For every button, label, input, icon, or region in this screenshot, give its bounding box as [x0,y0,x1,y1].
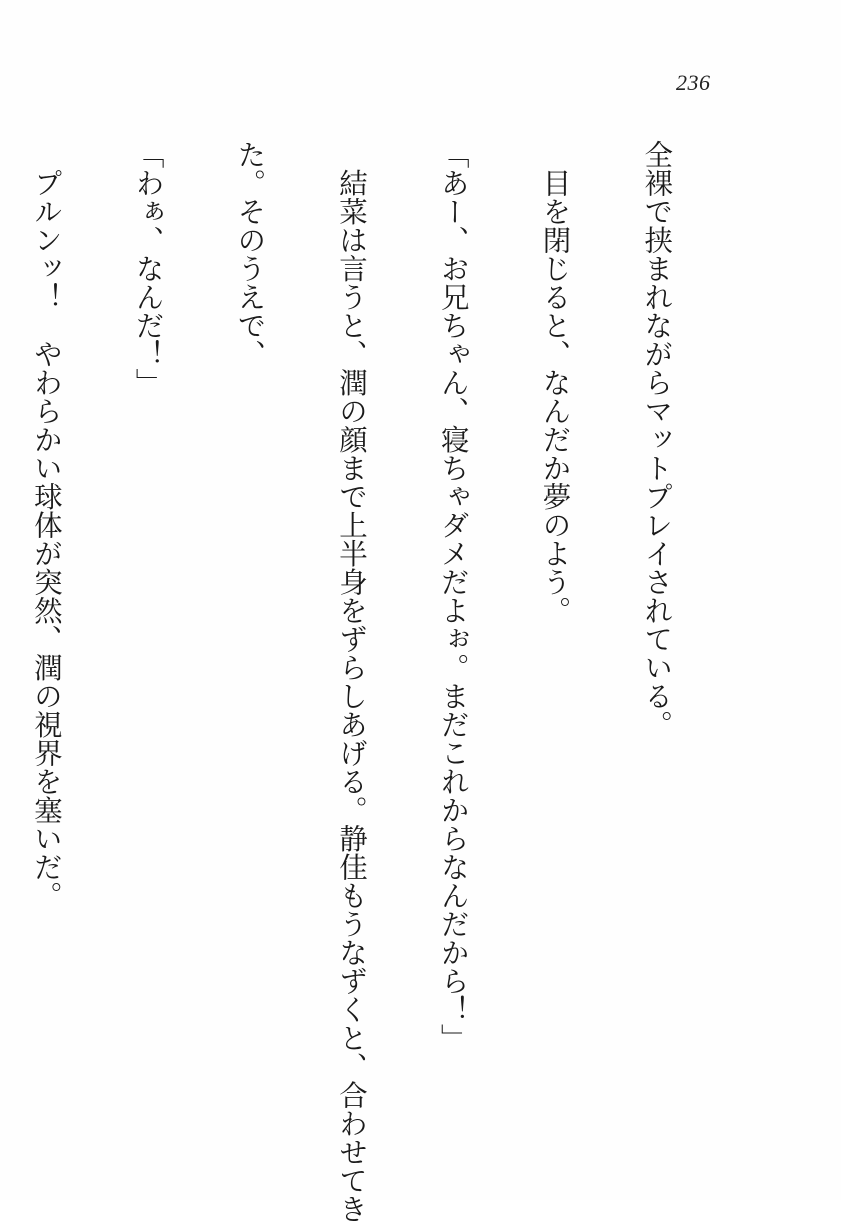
text-line: 目を閉じると、なんだか夢のよう。 [538,140,572,625]
text-line: プルンッ！ やわらかい球体が突然、潤の視界を塞いだ。 [29,140,63,910]
text-line: た。そのうえで、 [233,140,267,368]
text-line: 全裸で挟まれながらマットプレイされている。 [640,140,674,739]
vertical-text-block [0,140,741,1223]
text-line: 「あー、お兄ちゃん、寝ちゃダメだよぉ。まだこれからなんだから！」 [436,140,470,1052]
page-number: 236 [676,70,711,95]
text-line: 「わぁ、なんだ！」 [131,140,165,397]
text-line: 結菜は言うと、潤の顔まで上半身をずらしあげる。静佳もうなずくと、合わせてき [335,140,369,1223]
